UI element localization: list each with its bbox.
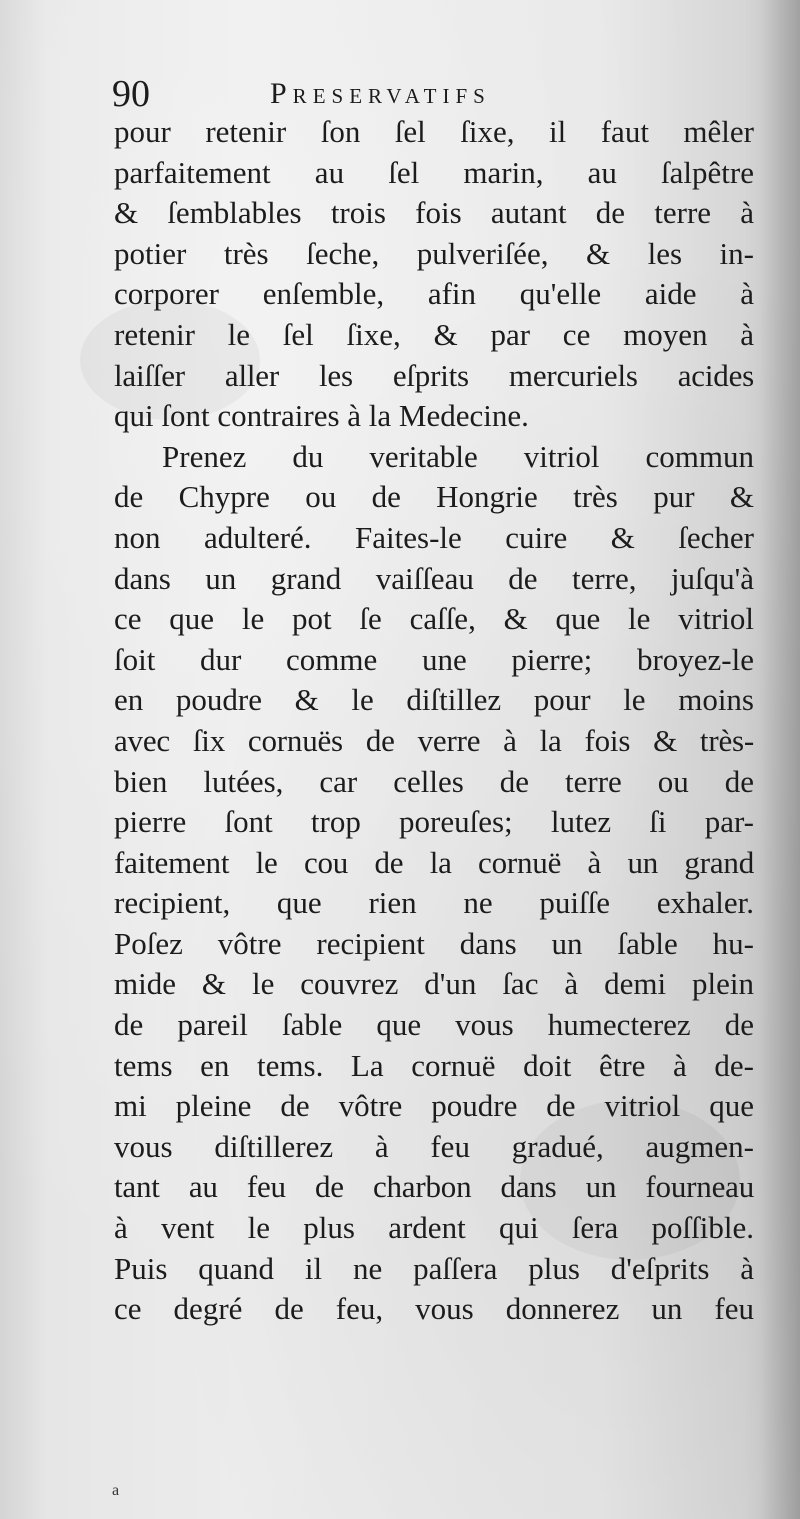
signature-mark: a xyxy=(112,1482,120,1499)
text-line: de Chypre ou de Hongrie très pur & xyxy=(114,479,754,515)
text-line: parfaitement au ſel marin, au ſalpêtre xyxy=(114,154,754,190)
page-number: 90 xyxy=(112,73,150,115)
text-line: mide & le couvrez d'un ſac à demi plein xyxy=(114,966,754,1002)
text-line: de pareil ſable que vous humecterez de xyxy=(114,1007,754,1043)
text-line: avec ſix cornuës de verre à la fois & très- xyxy=(114,722,754,758)
running-head xyxy=(112,72,632,116)
text-line: qui ſont contraires à la Medecine. xyxy=(114,398,529,434)
body-text xyxy=(114,112,754,1330)
text-line: en poudre & le diſtillez pour le moins xyxy=(114,682,754,718)
paragraph-start-line: Prenez du veritable vitriol commun xyxy=(162,438,754,474)
text-line: laiſſer aller les eſprits mercuriels acides xyxy=(114,357,754,393)
text-line: Poſez vôtre recipient dans un ſable hu- xyxy=(114,925,754,961)
text-line: retenir le ſel ſixe, & par ce moyen à xyxy=(114,316,754,352)
text-line: ce degré de feu, vous donnerez un feu xyxy=(114,1291,754,1327)
text-line: recipient, que rien ne puiſſe exhaler. xyxy=(114,885,754,921)
text-line: tems en tems. La cornuë doit être à de- xyxy=(114,1047,754,1083)
page-edge-shadow xyxy=(760,0,800,1519)
running-title: Preservatifs xyxy=(270,77,491,110)
text-line: pierre ſont trop poreuſes; lutez ſi par- xyxy=(114,804,754,840)
text-line: corporer enſemble, afin qu'elle aide à xyxy=(114,276,754,312)
text-line: tant au feu de charbon dans un fourneau xyxy=(114,1169,754,1205)
text-line: non adulteré. Faites-le cuire & ſecher xyxy=(114,519,754,555)
text-line: mi pleine de vôtre poudre de vitriol que xyxy=(114,1088,754,1124)
text-line: & ſemblables trois fois autant de terre à xyxy=(114,195,754,231)
text-line: dans un grand vaiſſeau de terre, juſqu'à xyxy=(114,560,754,596)
text-line: faitement le cou de la cornuë à un grand xyxy=(114,844,754,880)
text-line: vous diſtillerez à feu gradué, augmen- xyxy=(114,1128,754,1164)
text-line: à vent le plus ardent qui ſera poſſible. xyxy=(114,1210,754,1246)
text-line: pour retenir ſon ſel ſixe, il faut mêler xyxy=(114,114,754,149)
text-line: potier très ſeche, pulveriſée, & les in- xyxy=(114,235,754,271)
text-line: ce que le pot ſe caſſe, & que le vitriol xyxy=(114,601,754,637)
text-line: ſoit dur comme une pierre; broyez-le xyxy=(114,641,754,677)
text-line: Puis quand il ne paſſera plus d'eſprits à xyxy=(114,1250,754,1286)
text-line: bien lutées, car celles de terre ou de xyxy=(114,763,754,799)
